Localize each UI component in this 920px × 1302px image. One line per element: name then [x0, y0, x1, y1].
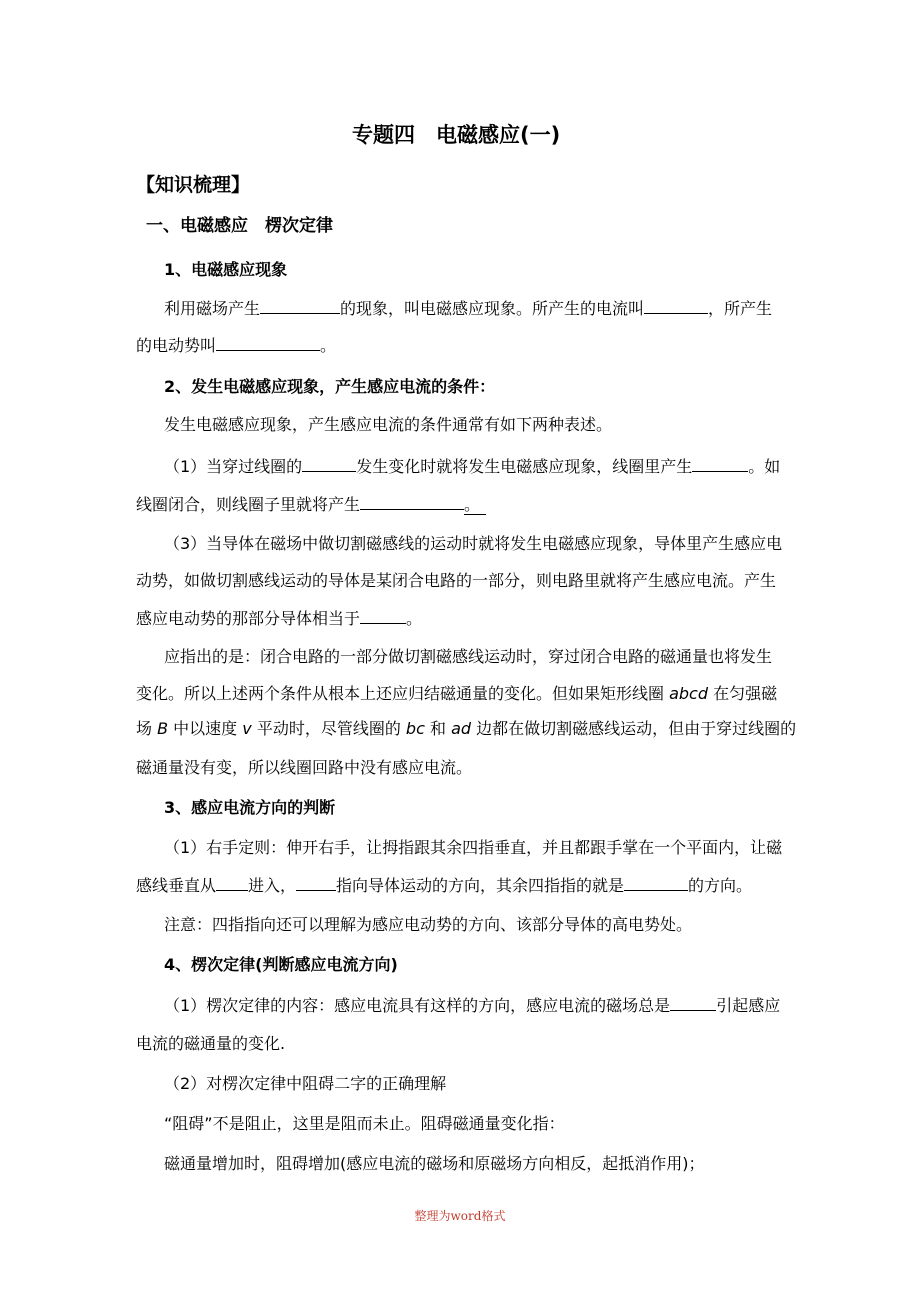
blank	[260, 297, 340, 314]
s2-n-l3e: 边都在做切割磁感线运动，但由于穿过线圈的	[471, 719, 797, 738]
s2-p3-line1: （3）当导体在磁场中做切割磁感线的运动时就将发生电磁感应现象，导体里产生感应电	[164, 534, 783, 553]
s1-heading: 1、电磁感应现象	[164, 260, 288, 279]
blank	[216, 874, 248, 891]
s4-p1-line2: 电流的磁通量的变化.	[136, 1034, 286, 1053]
s2-note-line1: 应指出的是：闭合电路的一部分做切割磁感线运动时，穿过闭合电路的磁通量也将发生	[164, 647, 773, 666]
section-heading: 【知识梳理】	[136, 174, 251, 196]
part1-heading: 一、电磁感应 楞次定律	[146, 216, 333, 236]
s1-l1a: 利用磁场产生	[164, 299, 261, 318]
s2-note-line4: 磁通量没有变，所以线圈回路中没有感应电流。	[136, 758, 473, 777]
s2-p3-line2: 动势，如做切割感线运动的导体是某闭合电路的一部分，则电路里就将产生感应电流。产生	[136, 571, 777, 590]
s2-p3-l3b: 。	[406, 609, 423, 628]
s2-p1-l1a: （1）当穿过线圈的	[164, 457, 303, 476]
s2-p1-l1b: 发生变化时就将发生电磁感应现象，线圈里产生	[356, 457, 693, 476]
s2-n-l3b: 中以速度	[168, 719, 243, 738]
page-title: 专题四 电磁感应(一)	[352, 123, 561, 147]
s1-l1c: ，所产生	[708, 299, 773, 318]
footer-watermark: 整理为word格式	[414, 1209, 506, 1223]
blank	[296, 874, 336, 891]
s4-p2: （2）对楞次定律中阻碍二字的正确理解	[164, 1074, 447, 1093]
s4-last-line: 磁通量增加时，阻碍增加(感应电流的磁场和原磁场方向相反，起抵消作用)；	[164, 1154, 705, 1173]
s3-l2c: 指向导体运动的方向，其余四指指的就是	[336, 876, 625, 895]
s4-p1-l1b: 引起感应	[716, 996, 781, 1015]
s4-p1-line1	[164, 994, 780, 1017]
s2-p1-line2	[136, 493, 486, 516]
s2-p3-line3	[136, 607, 422, 630]
s2-n-bc: bc	[405, 719, 425, 738]
s1-l1b: 的现象，叫电磁感应现象。所产生的电流叫	[340, 299, 645, 318]
s3-line1: （1）右手定则：伸开右手，让拇指跟其余四指垂直，并且都跟手掌在一个平面内，让磁	[164, 838, 783, 857]
s2-p3-l3a: 感应电动势的那部分导体相当于	[136, 609, 361, 628]
s4-quote: “阻碍”不是阻止，这里是阻而未止。阻碍磁通量变化指：	[164, 1114, 565, 1133]
s3-note: 注意：四指指向还可以理解为感应电动势的方向、该部分导体的高电势处。	[164, 915, 693, 934]
s2-p1-l2b: 。	[464, 495, 486, 515]
blank	[302, 455, 356, 472]
s3-line2	[136, 874, 752, 897]
s2-n-v: v	[242, 719, 252, 738]
s3-l2a: 感线垂直从	[136, 876, 217, 895]
s2-n-B: B	[157, 719, 169, 738]
s2-n-l3d: 和	[424, 719, 452, 738]
s1-line1	[164, 297, 772, 320]
s1-line2	[136, 334, 336, 357]
s2-n-abcd: abcd	[669, 684, 709, 703]
s1-l2a: 的电动势叫	[136, 336, 217, 355]
s2-n-l3a: 场	[136, 719, 158, 738]
s3-l2b: 进入，	[248, 876, 297, 895]
s2-heading: 2、发生电磁感应现象，产生感应电流的条件：	[164, 377, 496, 396]
s4-p1-l1a: （1）楞次定律的内容：感应电流具有这样的方向，感应电流的磁场总是	[164, 996, 671, 1015]
s2-note-line2	[136, 683, 777, 705]
blank	[624, 874, 688, 891]
s3-heading: 3、感应电流方向的判断	[164, 798, 336, 817]
s2-n-l2a: 变化。所以上述两个条件从根本上还应归结磁通量的变化。但如果矩形线圈	[136, 684, 670, 703]
s2-n-ad: ad	[451, 719, 472, 738]
s2-p1-line1	[164, 455, 780, 478]
s2-note-line3	[136, 718, 796, 740]
blank	[360, 607, 406, 624]
s3-l2d: 的方向。	[688, 876, 753, 895]
s1-l2b: 。	[320, 336, 337, 355]
blank	[692, 455, 748, 472]
s2-p1-l1c: 。如	[748, 457, 781, 476]
s2-intro: 发生电磁感应现象，产生感应电流的条件通常有如下两种表述。	[164, 415, 613, 434]
blank	[670, 994, 716, 1011]
s2-n-l3c: 平动时，尽管线圈的	[251, 719, 406, 738]
s4-heading: 4、楞次定律(判断感应电流方向)	[164, 955, 398, 974]
s2-p1-l2a: 线圈闭合，则线圈子里就将产生	[136, 495, 361, 514]
blank	[360, 493, 464, 510]
blank	[216, 334, 320, 351]
s2-n-l2b: 在匀强磁	[708, 684, 778, 703]
blank	[644, 297, 708, 314]
